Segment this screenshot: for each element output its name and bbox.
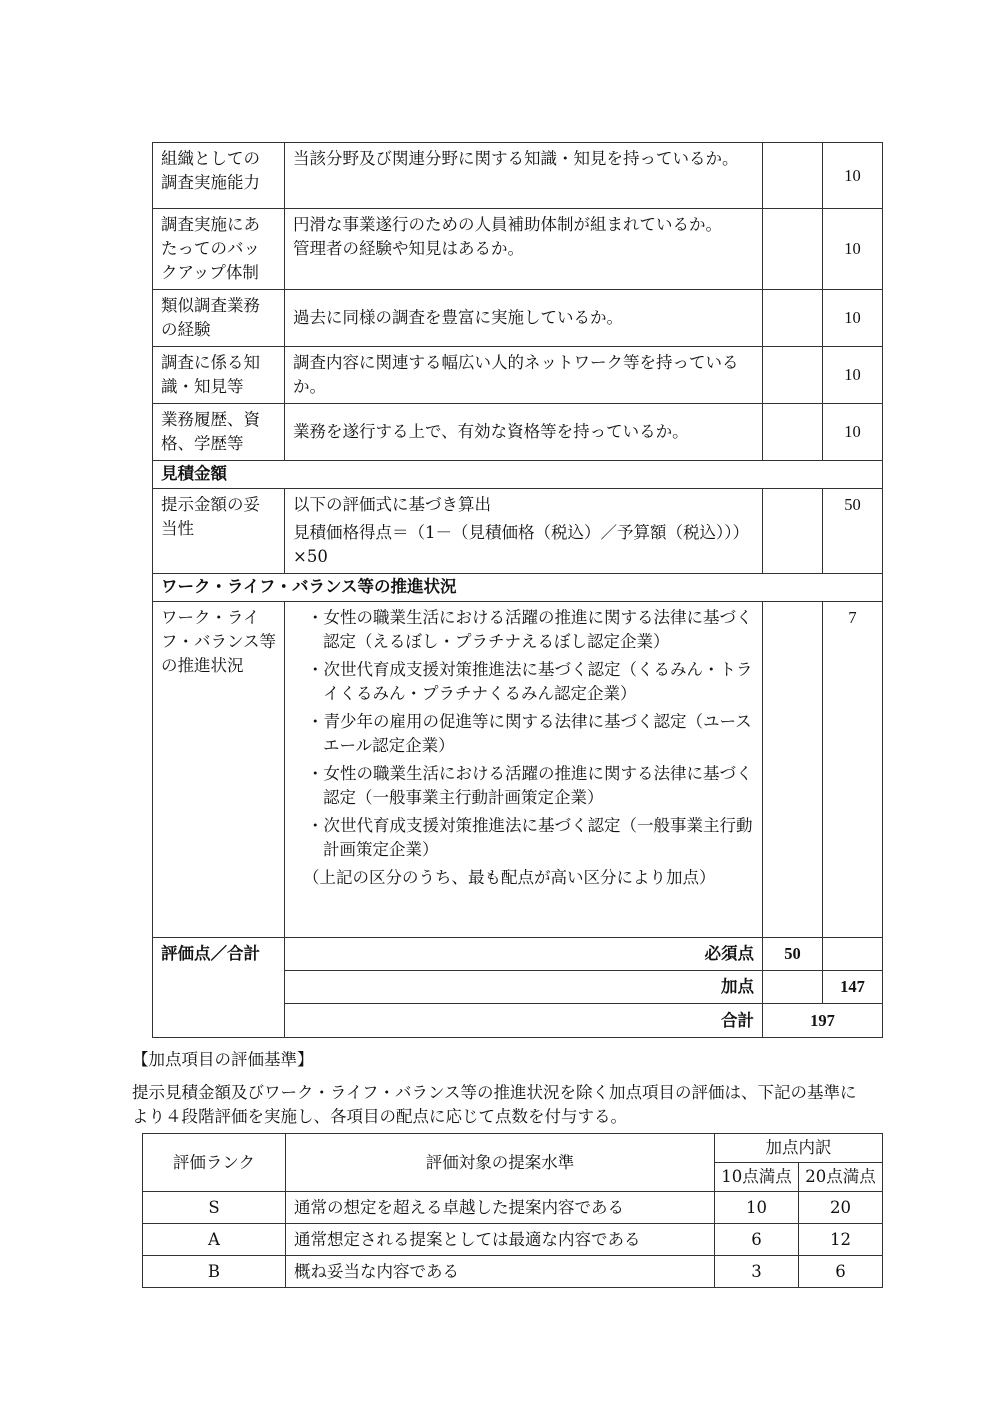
section-header-estimate: 見積金額 <box>153 461 883 489</box>
item-description: 過去に同様の調査を豊富に実施しているか。 <box>285 290 763 347</box>
header-rank: 評価ランク <box>143 1134 286 1192</box>
criteria-heading: 【加点項目の評価基準】 <box>132 1050 314 1069</box>
item-description: 調査内容に関連する幅広い人的ネットワーク等を持っているか。 <box>285 347 763 404</box>
required-points-cell <box>763 290 823 347</box>
table-row <box>143 1224 883 1256</box>
item-points: 10 <box>823 347 883 404</box>
summary-row-required <box>153 938 883 971</box>
item-label: 業務履歴、資格、学歴等 <box>153 404 285 461</box>
empty-cell <box>823 938 883 971</box>
header-20pt: 20点満点 <box>799 1163 883 1192</box>
rank-cell: B <box>143 1256 286 1288</box>
empty-cell <box>763 971 823 1004</box>
required-points-cell <box>763 602 823 938</box>
evaluation-table <box>152 142 883 1038</box>
section-header-wlb: ワーク・ライフ・バランス等の推進状況 <box>153 574 883 602</box>
required-points-cell <box>763 143 823 209</box>
item-points: 7 <box>823 602 883 938</box>
table-row <box>143 1192 883 1224</box>
item-description-line: 円滑な事業遂行のための人員補助体制が組まれているか。 <box>293 215 722 234</box>
header-10pt: 10点満点 <box>715 1163 799 1192</box>
table-row <box>153 209 883 290</box>
item-label: 組織としての調査実施能力 <box>153 143 285 209</box>
item-label: 調査に係る知識・知見等 <box>153 347 285 404</box>
required-points-cell <box>763 489 823 574</box>
required-value: 50 <box>763 938 823 971</box>
table-row <box>153 404 883 461</box>
item-description: 当該分野及び関連分野に関する知識・知見を持っているか。 <box>285 143 763 209</box>
item-label: 類似調査業務の経験 <box>153 290 285 347</box>
header-breakdown: 加点内訳 <box>715 1134 883 1163</box>
level-cell: 通常想定される提案としては最適な内容である <box>286 1224 715 1256</box>
points-20-cell: 6 <box>799 1256 883 1288</box>
table-row <box>153 290 883 347</box>
item-points: 50 <box>823 489 883 574</box>
total-value: 197 <box>763 1004 883 1038</box>
wlb-note: （上記の区分のうち、最も配点が高い区分により加点） <box>303 868 716 887</box>
item-points: 10 <box>823 143 883 209</box>
required-points-cell <box>763 209 823 290</box>
summary-label: 評価点／合計 <box>153 938 285 1038</box>
criteria-text: 提示見積金額及びワーク・ライフ・バランス等の推進状況を除く加点項目の評価は、下記の基準により４段階評価を実施し、各項目の配点に応じて点数を付与する。 <box>132 1083 857 1126</box>
bonus-label: 加点 <box>285 971 763 1004</box>
bonus-value: 147 <box>823 971 883 1004</box>
wlb-criterion: ・女性の職業生活における活躍の推進に関する法律に基づく認定（えるぼし・プラチナえるぼし認定企業） <box>307 608 753 651</box>
points-10-cell: 10 <box>715 1192 799 1224</box>
points-10-cell: 3 <box>715 1256 799 1288</box>
rank-cell: S <box>143 1192 286 1224</box>
points-10-cell: 6 <box>715 1224 799 1256</box>
table-header-row <box>143 1134 883 1163</box>
criteria-table <box>142 1133 883 1288</box>
item-label: 提示金額の妥当性 <box>153 489 285 574</box>
item-description: 業務を遂行する上で、有効な資格等を持っているか。 <box>285 404 763 461</box>
section-header-row <box>153 574 883 602</box>
table-row <box>153 347 883 404</box>
table-row <box>153 489 883 574</box>
table-row <box>143 1256 883 1288</box>
item-description-line: 以下の評価式に基づき算出 <box>293 495 491 514</box>
required-points-cell <box>763 404 823 461</box>
item-description <box>285 602 763 938</box>
section-header-row <box>153 461 883 489</box>
wlb-criterion: ・女性の職業生活における活躍の推進に関する法律に基づく認定（一般事業主行動計画策定企業） <box>307 764 753 807</box>
header-level: 評価対象の提案水準 <box>286 1134 715 1192</box>
item-label: ワーク・ライフ・バランス等の推進状況 <box>153 602 285 938</box>
level-cell: 通常の想定を超える卓越した提案内容である <box>286 1192 715 1224</box>
required-label: 必須点 <box>285 938 763 971</box>
wlb-criterion: ・次世代育成支援対策推進法に基づく認定（一般事業主行動計画策定企業） <box>307 816 753 859</box>
rank-cell: A <box>143 1224 286 1256</box>
item-description <box>285 489 763 574</box>
item-points: 10 <box>823 290 883 347</box>
points-20-cell: 20 <box>799 1192 883 1224</box>
required-points-cell <box>763 347 823 404</box>
table-row <box>153 602 883 938</box>
item-points: 10 <box>823 404 883 461</box>
item-description-line: 管理者の経験や知見はあるか。 <box>293 239 524 258</box>
item-label: 調査実施にあたってのバックアップ体制 <box>153 209 285 290</box>
total-label: 合計 <box>285 1004 763 1038</box>
points-20-cell: 12 <box>799 1224 883 1256</box>
estimate-formula: 見積価格得点＝（1－（見積価格（税込）／予算額（税込）））×50 <box>293 523 749 566</box>
item-description <box>285 209 763 290</box>
item-points: 10 <box>823 209 883 290</box>
level-cell: 概ね妥当な内容である <box>286 1256 715 1288</box>
wlb-criterion: ・次世代育成支援対策推進法に基づく認定（くるみん・トライくるみん・プラチナくるみん認定企業） <box>307 660 753 703</box>
table-row <box>153 143 883 209</box>
wlb-criterion: ・青少年の雇用の促進等に関する法律に基づく認定（ユースエール認定企業） <box>307 712 752 755</box>
